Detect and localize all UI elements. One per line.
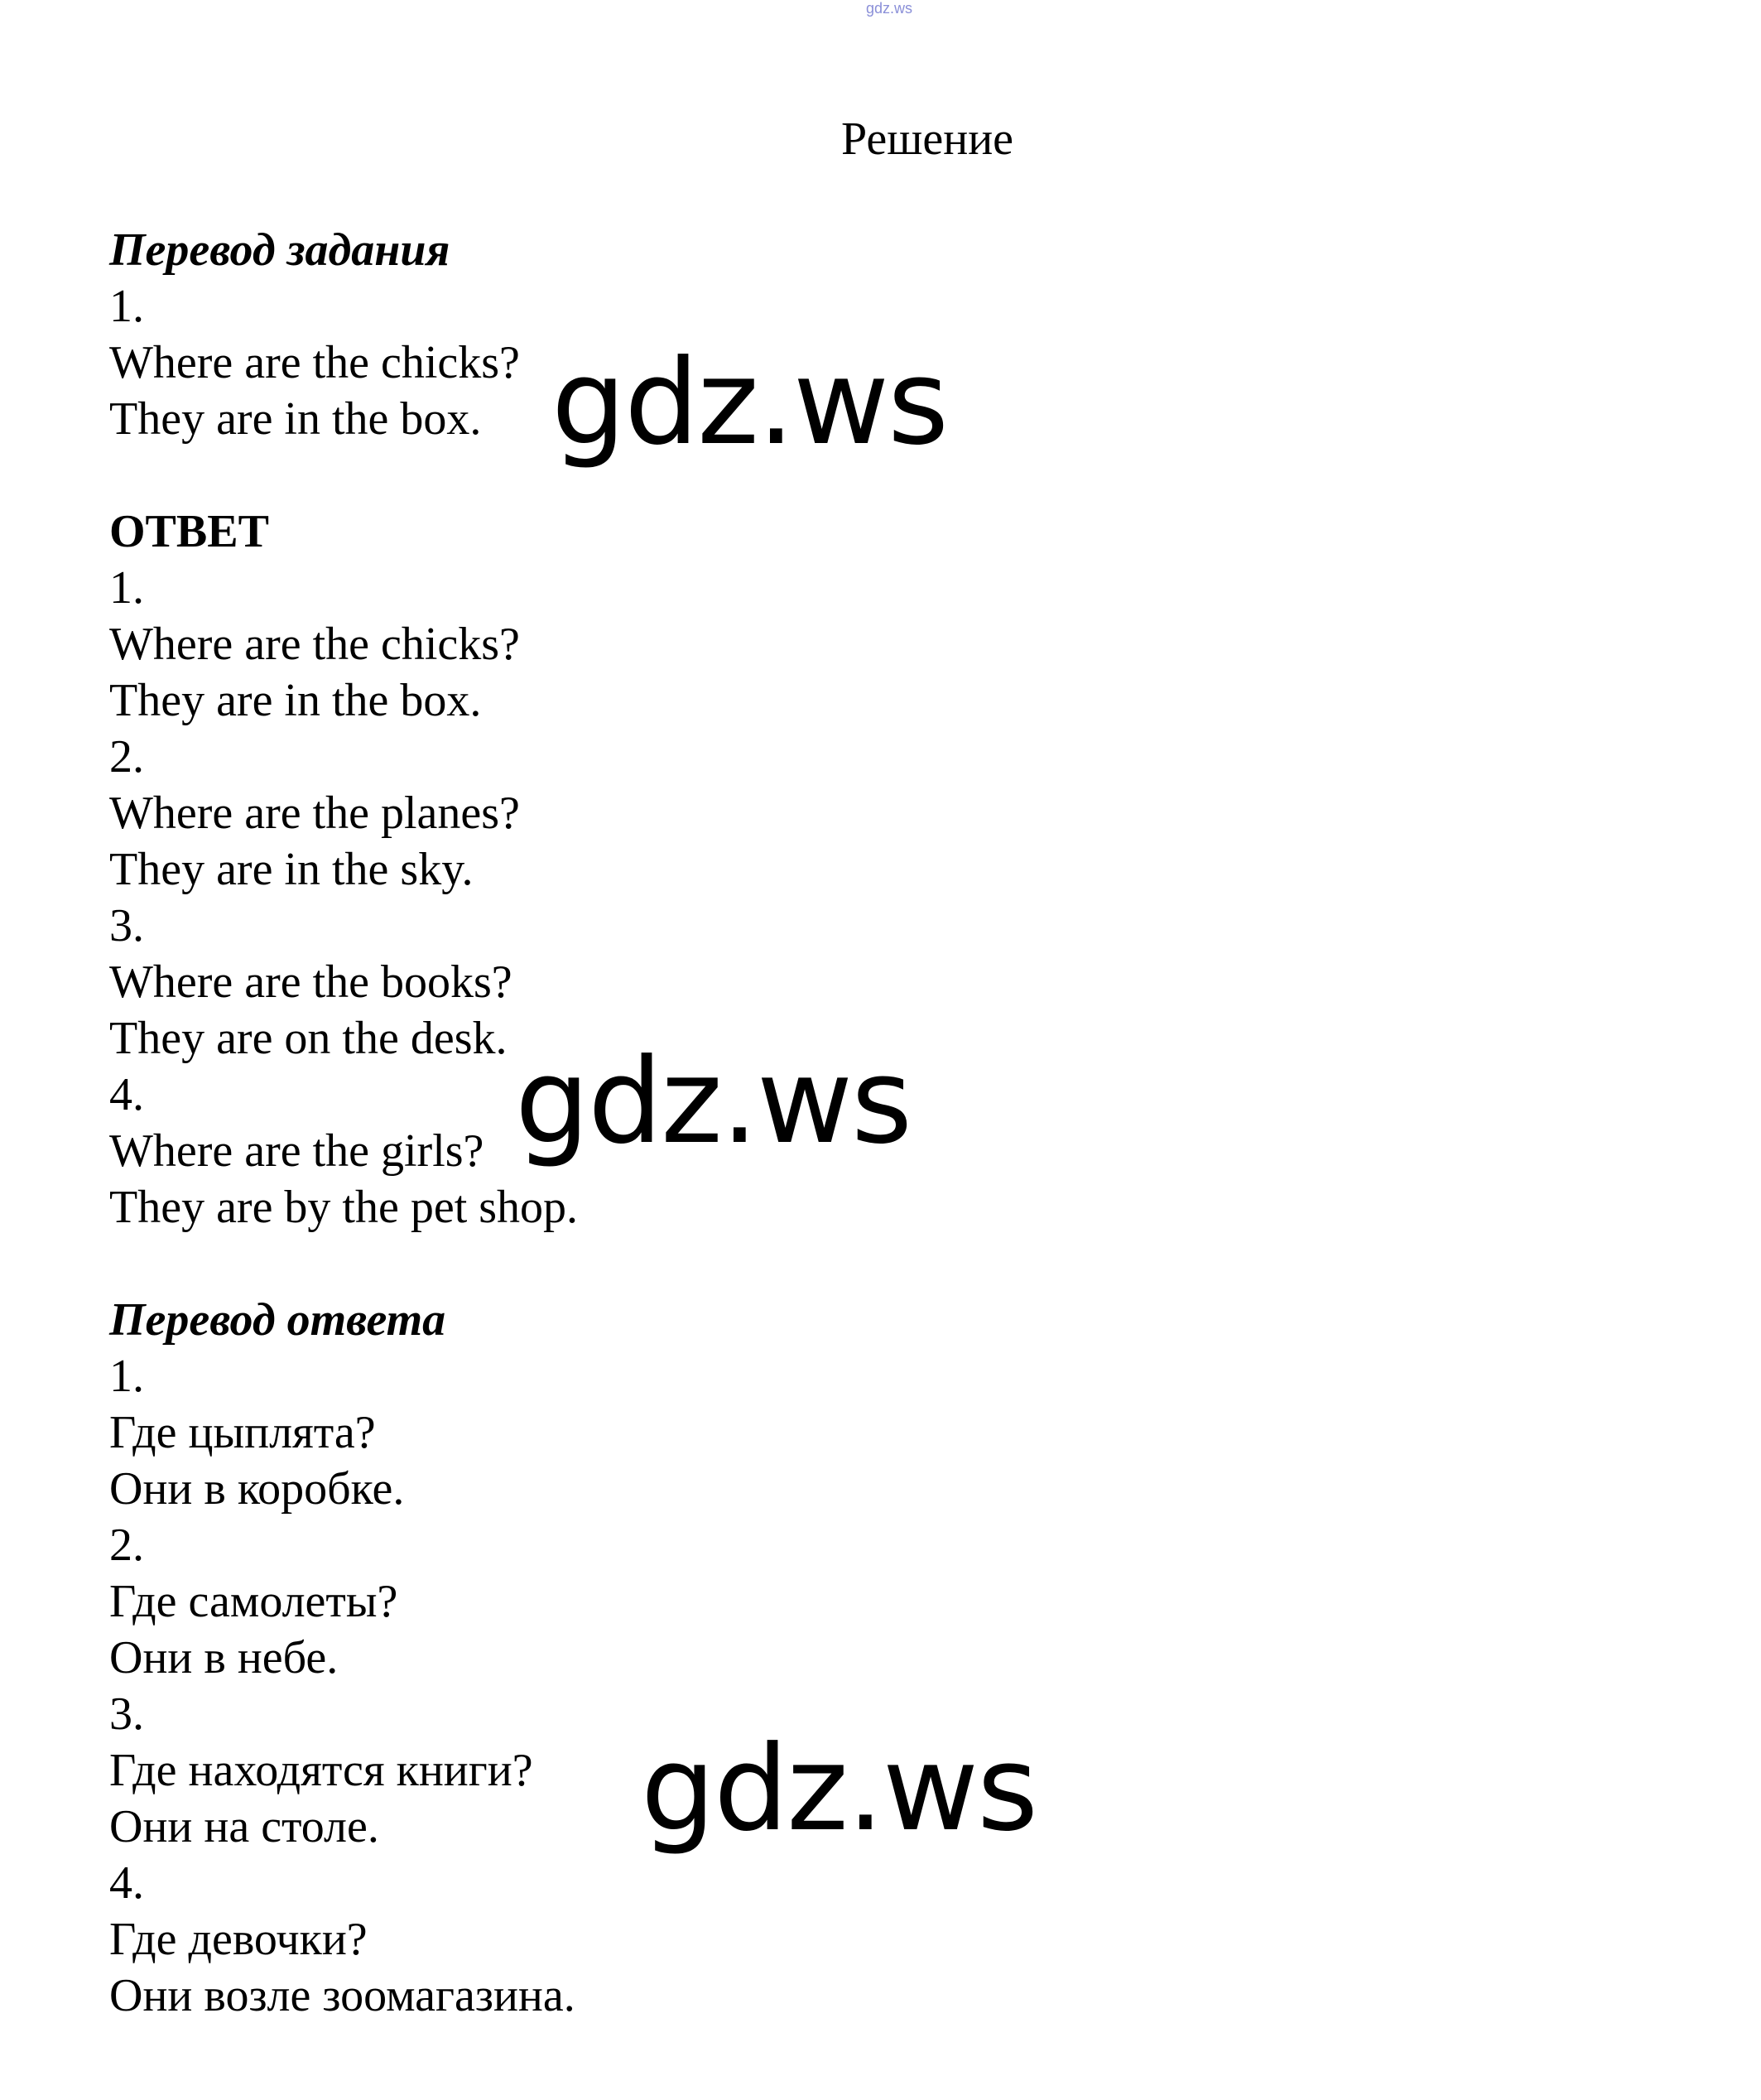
translation-line: 4. — [109, 1857, 144, 1909]
translation-line: 2. — [109, 1520, 144, 1571]
translation-line: Где находятся книги? — [109, 1745, 533, 1796]
task-line: Where are the chicks? — [109, 337, 520, 388]
translation-line: Они на столе. — [109, 1801, 379, 1852]
answer-line: They are by the pet shop. — [109, 1182, 579, 1233]
answer-line: Where are the planes? — [109, 788, 520, 839]
answer-translation-heading: Перевод ответа — [109, 1294, 446, 1346]
answer-line: They are on the desk. — [109, 1013, 508, 1064]
answer-line: 3. — [109, 900, 144, 951]
translation-line: 3. — [109, 1688, 144, 1740]
translation-line: Они в коробке. — [109, 1463, 405, 1515]
watermark-text: gdz.ws — [515, 1033, 912, 1170]
translation-line: 1. — [109, 1351, 144, 1402]
translation-line: Где цыплята? — [109, 1407, 376, 1458]
answer-line: Where are the girls? — [109, 1125, 484, 1177]
watermark-text: gdz.ws — [641, 1721, 1037, 1857]
page-title: Решение — [840, 113, 1014, 165]
section-spacer — [109, 1235, 1103, 1292]
answer-line: They are in the sky. — [109, 844, 474, 895]
answer-line: Where are the books? — [109, 956, 512, 1008]
translation-line: Они возле зоомагазина. — [109, 1970, 575, 2021]
task-translation-heading: Перевод задания — [109, 224, 450, 276]
top-watermark-text: gdz.ws — [866, 0, 913, 17]
task-line: 1. — [109, 281, 144, 332]
answer-line: 2. — [109, 731, 144, 783]
task-line: They are in the box. — [109, 393, 482, 445]
watermark-text: gdz.ws — [551, 335, 948, 471]
answer-heading: ОТВЕТ — [109, 506, 269, 557]
answer-line: Where are the chicks? — [109, 619, 520, 670]
answer-line: They are in the box. — [109, 675, 482, 726]
translation-line: Где самолеты? — [109, 1576, 398, 1627]
translation-line: Где девочки? — [109, 1914, 368, 1965]
answer-line: 4. — [109, 1069, 144, 1120]
translation-line: Они в небе. — [109, 1632, 339, 1683]
answer-line: 1. — [109, 562, 144, 614]
